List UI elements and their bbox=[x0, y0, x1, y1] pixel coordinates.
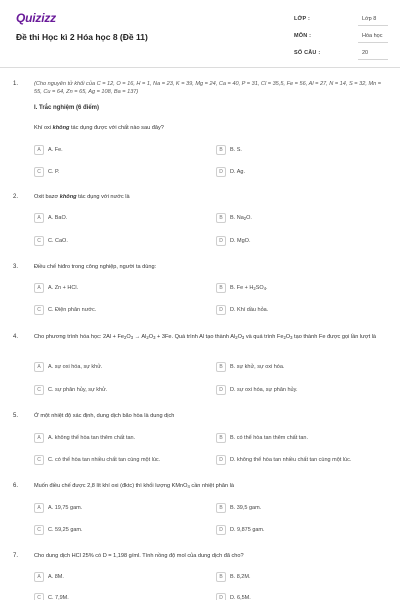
meta-subject bbox=[294, 29, 388, 43]
meta-subject-label: MÔN : bbox=[294, 33, 312, 39]
question-1-text: Khí oxi không tác dụng được với chất nào sau đây? bbox=[34, 125, 164, 131]
meta-class bbox=[294, 12, 388, 26]
question-2-text: Oxit bazơ không tác dụng với nước là bbox=[34, 194, 130, 200]
question-7-number: 7. bbox=[13, 553, 19, 559]
question-1-number: 1. bbox=[13, 81, 19, 87]
meta-subject-value: Hóa học bbox=[362, 33, 383, 39]
question-5-number: 5. bbox=[13, 413, 19, 419]
question-7-text: Cho dung dịch HCl 25% có D = 1,198 g/ml. Tính nồng độ mol của dung dịch đã cho? bbox=[34, 553, 244, 559]
atomic-mass-note: (Cho nguyên tử khối của C = 12, O = 16, H = 1, Na = 23, K = 39, Mg = 24, Ca = 40, P = 31, Cl = 35,5, Fe = 56, Al = 27, N = 14, S = 32, Mn = 55, Cu = 64, Zn = 65, Ag = 108, Ba = 137) bbox=[34, 81, 382, 96]
question-4-text: Cho phương trình hóa học: $2Al + Fe_2O_3 \to Al_2O_3 + 3Fe$. Quá trình Al tạo thành $Al_2O_3$ và quá trình $Fe_2O_3$ tạo thành Fe được gọi lần lượt là bbox=[34, 334, 377, 340]
meta-count-label: SỐ CÂU : bbox=[294, 50, 321, 56]
question-6-number: 6. bbox=[13, 483, 19, 489]
document-title: Đề thi Học kì 2 Hóa học 8 (Đề 11) bbox=[16, 32, 148, 42]
meta-class-value: Lớp 8 bbox=[362, 16, 377, 22]
question-4-number: 4. bbox=[13, 334, 19, 340]
header bbox=[0, 0, 400, 68]
question-6-text: Muốn điều chế được 2,8 lít khí oxi (đktc) thì khối lượng KMnO$_4$ cần nhiệt phân là bbox=[34, 483, 235, 489]
question-5-text: Ở một nhiệt độ xác định, dung dịch bão hòa là dung dịch bbox=[34, 413, 175, 419]
section-heading: I. Trắc nghiệm (6 điểm) bbox=[34, 105, 100, 111]
meta-count-value: 20 bbox=[362, 50, 369, 56]
question-2-number: 2. bbox=[13, 194, 19, 200]
question-3-text: Điều chế hiđro trong công nghiệp, người ta dùng: bbox=[34, 264, 157, 270]
question-3-number: 3. bbox=[13, 264, 19, 270]
meta-count bbox=[294, 46, 388, 60]
meta-class-label: LỚP : bbox=[294, 16, 310, 22]
quizizz-logo: Quizizz bbox=[16, 11, 56, 25]
